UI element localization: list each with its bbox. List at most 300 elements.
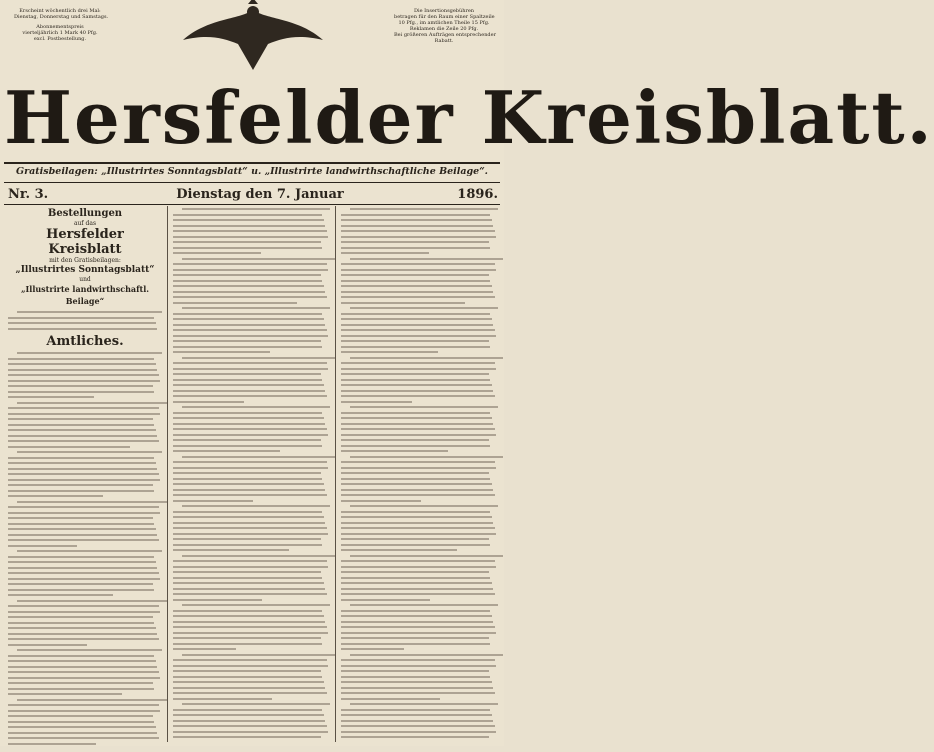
- text-line: [173, 560, 327, 562]
- text-line: [173, 324, 325, 326]
- text-line: [8, 528, 156, 530]
- text-line: [173, 428, 327, 430]
- text-line: [341, 395, 495, 397]
- text-line: [8, 567, 157, 569]
- text-line: [173, 621, 325, 623]
- text-line: [173, 709, 322, 711]
- fee-line: Bei größeren Aufträgen entsprechender: [394, 32, 496, 38]
- text-line: [173, 434, 328, 436]
- text-line: [8, 627, 156, 629]
- text-line: [8, 666, 157, 668]
- text-line: [341, 494, 495, 496]
- text-line: [350, 456, 502, 458]
- text-line: [341, 637, 489, 639]
- text-line: [341, 291, 493, 293]
- text-line: [341, 318, 492, 320]
- text-line: [341, 549, 457, 551]
- text-line: [350, 406, 498, 408]
- text-line: [173, 478, 322, 480]
- text-line: [182, 505, 330, 507]
- issue-number: Nr. 3.: [8, 187, 49, 202]
- info-line: vierteljährlich 1 Mark 40 Pfg.: [22, 30, 98, 36]
- text-line: [8, 512, 160, 514]
- text-line: [8, 715, 153, 717]
- text-line: [173, 571, 321, 573]
- text-line: [173, 483, 324, 485]
- text-line: [173, 489, 325, 491]
- text-line: [341, 698, 440, 700]
- text-line: [173, 643, 322, 645]
- text-line: [341, 692, 495, 694]
- text-line: [173, 401, 244, 403]
- text-line: [341, 324, 493, 326]
- text-line: [8, 479, 160, 481]
- text-line: [341, 346, 490, 348]
- text-line: [173, 423, 325, 425]
- subscription-text: auf das: [73, 220, 97, 227]
- text-line: [341, 445, 490, 447]
- text-line: [8, 704, 159, 706]
- text-line: [173, 302, 297, 304]
- text-line: [8, 523, 154, 525]
- divider: [4, 204, 500, 205]
- text-line: [173, 593, 327, 595]
- text-line: [341, 720, 493, 722]
- text-line: [8, 743, 96, 745]
- text-line: [341, 489, 493, 491]
- text-line: [8, 391, 154, 393]
- text-line: [341, 588, 493, 590]
- text-line: [8, 473, 159, 475]
- text-line: [341, 225, 493, 227]
- text-line: [17, 550, 162, 552]
- text-line: [8, 732, 157, 734]
- text-line: [341, 428, 495, 430]
- text-line: [350, 604, 498, 606]
- text-line: [341, 214, 490, 216]
- text-line: [341, 621, 493, 623]
- newspaper-masthead: Hersfelder Kreisblatt.: [4, 75, 934, 160]
- text-line: [173, 681, 324, 683]
- text-line: [341, 483, 492, 485]
- text-line: [8, 534, 157, 536]
- text-line: [8, 578, 160, 580]
- text-line: [341, 450, 448, 452]
- text-line: [173, 362, 327, 364]
- text-line: [17, 600, 166, 602]
- text-line: [173, 384, 324, 386]
- text-line: [8, 462, 156, 464]
- text-line: [8, 572, 159, 574]
- text-line: [173, 291, 325, 293]
- text-line: [173, 445, 322, 447]
- divider: [4, 162, 500, 164]
- text-line: [341, 269, 496, 271]
- text-line: [8, 622, 154, 624]
- text-line: [8, 468, 157, 470]
- text-line: [173, 390, 325, 392]
- text-line: [341, 412, 490, 414]
- text-line: [17, 699, 166, 701]
- text-line: [17, 649, 162, 651]
- text-line: [173, 687, 325, 689]
- text-line: [173, 280, 322, 282]
- subscription-text: mit den Gratisbeilagen:: [49, 257, 121, 264]
- text-line: [341, 659, 495, 661]
- text-line: [341, 280, 490, 282]
- text-line: [8, 380, 160, 382]
- text-line: [8, 561, 156, 563]
- text-line: [8, 363, 156, 365]
- text-line: [341, 417, 492, 419]
- text-line: [182, 555, 334, 557]
- text-line: [173, 610, 322, 612]
- text-line: [341, 681, 492, 683]
- text-line: [341, 643, 490, 645]
- text-line: [8, 435, 157, 437]
- text-line: [341, 736, 489, 738]
- text-line: [173, 588, 325, 590]
- text-line: [182, 307, 330, 309]
- text-line: [341, 709, 490, 711]
- text-line: [8, 374, 159, 376]
- text-line: [341, 527, 495, 529]
- column-3: [341, 208, 498, 742]
- text-line: [341, 665, 496, 667]
- text-line: [173, 395, 327, 397]
- fee-line: betragen für den Raum einer Spaltzeile: [394, 14, 495, 20]
- text-line: [8, 396, 94, 398]
- text-line: [173, 511, 322, 513]
- text-line: [173, 615, 324, 617]
- text-line: [8, 682, 153, 684]
- text-line: [173, 230, 327, 232]
- text-line: [341, 296, 495, 298]
- text-line: [8, 671, 159, 673]
- text-line: [173, 714, 324, 716]
- column-rule: [335, 206, 336, 742]
- text-line: [341, 516, 492, 518]
- text-line: [341, 648, 404, 650]
- text-line: [341, 478, 490, 480]
- article-body: [8, 352, 162, 752]
- text-line: [8, 490, 154, 492]
- text-line: [173, 731, 328, 733]
- text-line: [173, 692, 327, 694]
- text-line: [173, 236, 328, 238]
- text-line: [173, 274, 321, 276]
- text-line: [341, 626, 495, 628]
- text-line: [182, 357, 334, 359]
- text-line: [173, 214, 322, 216]
- text-line: [8, 413, 160, 415]
- text-line: [8, 677, 160, 679]
- info-line: excl. Postbestellung.: [33, 36, 87, 42]
- text-line: [182, 654, 334, 656]
- text-line: [173, 269, 328, 271]
- text-line: [173, 720, 325, 722]
- text-line: [182, 456, 334, 458]
- text-line: [8, 721, 154, 723]
- text-line: [173, 318, 324, 320]
- text-line: [173, 494, 327, 496]
- fee-line: Reklamen die Zeile 20 Pfg.: [409, 26, 479, 32]
- issue-date: Dienstag den 7. Januar: [176, 187, 344, 202]
- text-line: [8, 369, 157, 371]
- fee-line: Die Insertionsgebühren: [413, 8, 475, 14]
- fee-line: 10 Pfg., im amtlichen Theile 15 Pfg.: [398, 20, 490, 26]
- text-line: [8, 440, 159, 442]
- text-line: [341, 313, 490, 315]
- text-line: [8, 737, 159, 739]
- text-line: [341, 560, 495, 562]
- text-line: [173, 373, 321, 375]
- text-line: [350, 703, 498, 705]
- text-line: [173, 626, 327, 628]
- text-line: [8, 605, 159, 607]
- text-line: [182, 406, 330, 408]
- text-line: [341, 274, 489, 276]
- supplements-line: Gratisbeilagen: „Illustrirtes Sonntagsblatt“ u. „Illustrirte landwirthschaftliche Beilage“.: [16, 166, 488, 177]
- text-line: [173, 241, 321, 243]
- text-line: [173, 296, 327, 298]
- text-line: [341, 725, 495, 727]
- text-line: [8, 726, 156, 728]
- text-line: [341, 379, 490, 381]
- text-line: [173, 522, 325, 524]
- text-line: [173, 659, 327, 661]
- text-line: [173, 335, 328, 337]
- text-line: [341, 500, 421, 502]
- text-line: [341, 566, 496, 568]
- text-line: [8, 446, 130, 448]
- text-line: [173, 252, 261, 254]
- text-line: [341, 219, 492, 221]
- text-line: [8, 517, 153, 519]
- subscription-text: und: [79, 276, 91, 283]
- text-line: [8, 633, 157, 635]
- text-line: [173, 527, 327, 529]
- column-rule: [167, 206, 168, 742]
- text-line: [341, 340, 489, 342]
- text-line: [17, 311, 162, 313]
- text-line: [8, 644, 87, 646]
- text-line: [8, 539, 159, 541]
- text-line: [341, 615, 492, 617]
- section-heading: Amtliches.: [46, 334, 124, 349]
- text-line: [341, 582, 492, 584]
- text-line: [341, 252, 429, 254]
- text-line: [341, 571, 489, 573]
- text-line: [182, 208, 330, 210]
- text-line: [341, 714, 492, 716]
- text-line: [350, 555, 502, 557]
- text-line: [341, 538, 489, 540]
- text-line: [173, 632, 328, 634]
- text-line: [173, 582, 324, 584]
- text-line: [350, 208, 498, 210]
- text-line: [173, 412, 322, 414]
- text-line: [350, 357, 502, 359]
- text-line: [173, 450, 280, 452]
- text-line: [173, 566, 328, 568]
- text-line: [8, 358, 154, 360]
- text-line: [173, 670, 321, 672]
- text-line: [341, 632, 496, 634]
- text-line: [173, 533, 328, 535]
- text-line: [341, 373, 489, 375]
- text-line: [173, 665, 328, 667]
- text-line: [341, 472, 489, 474]
- text-line: [341, 731, 496, 733]
- text-line: [341, 302, 465, 304]
- text-line: [173, 736, 321, 738]
- text-line: [8, 583, 153, 585]
- text-line: [8, 616, 153, 618]
- text-line: [173, 467, 328, 469]
- text-line: [8, 317, 154, 319]
- text-line: [8, 611, 160, 613]
- text-line: [341, 236, 496, 238]
- text-line: [8, 322, 156, 324]
- text-line: [173, 472, 321, 474]
- text-line: [341, 390, 493, 392]
- text-line: [17, 352, 162, 354]
- text-line: [341, 670, 489, 672]
- text-line: [173, 285, 324, 287]
- text-line: [173, 340, 321, 342]
- text-line: [341, 241, 489, 243]
- text-line: [8, 688, 154, 690]
- text-line: [341, 687, 493, 689]
- text-line: [341, 676, 490, 678]
- text-line: [173, 368, 328, 370]
- text-line: [8, 693, 122, 695]
- text-line: [8, 655, 154, 657]
- text-line: [341, 384, 492, 386]
- text-line: [173, 346, 322, 348]
- text-line: [341, 461, 495, 463]
- text-line: [8, 328, 157, 330]
- text-line: [173, 247, 322, 249]
- text-line: [341, 335, 496, 337]
- text-line: [8, 495, 103, 497]
- text-line: [173, 461, 327, 463]
- text-line: [8, 407, 159, 409]
- text-line: [350, 307, 498, 309]
- text-line: [173, 329, 327, 331]
- insertion-fees-box: [394, 8, 494, 66]
- text-line: [341, 423, 493, 425]
- text-line: [182, 258, 334, 260]
- column-2: [173, 208, 330, 742]
- supplement-title: „Illustrirtes Sonntagsblatt“: [15, 265, 155, 275]
- text-line: [341, 439, 489, 441]
- text-line: [173, 439, 321, 441]
- text-line: [173, 263, 327, 265]
- text-line: [341, 577, 490, 579]
- text-line: [341, 368, 496, 370]
- article-body: [341, 208, 498, 742]
- text-line: [341, 434, 496, 436]
- text-line: [17, 501, 166, 503]
- text-line: [173, 313, 322, 315]
- text-line: [182, 703, 330, 705]
- column-1: [8, 208, 162, 742]
- text-line: [8, 506, 159, 508]
- text-line: [350, 258, 502, 260]
- text-line: [341, 247, 490, 249]
- text-line: [17, 451, 162, 453]
- text-line: [341, 511, 490, 513]
- text-line: [17, 402, 166, 404]
- text-line: [8, 424, 154, 426]
- text-line: [8, 418, 153, 420]
- text-line: [8, 429, 156, 431]
- text-line: [173, 516, 324, 518]
- text-line: [173, 219, 324, 221]
- text-line: [8, 589, 154, 591]
- divider: [4, 182, 500, 183]
- text-line: [341, 263, 495, 265]
- text-line: [341, 533, 496, 535]
- text-line: [173, 725, 327, 727]
- text-line: [341, 593, 495, 595]
- text-line: [173, 676, 322, 678]
- text-line: [173, 417, 324, 419]
- fee-line: Rabatt.: [434, 38, 454, 44]
- subscription-paper-title: Hersfelder Kreisblatt: [46, 227, 124, 257]
- text-line: [173, 599, 262, 601]
- text-line: [173, 379, 322, 381]
- text-line: [350, 505, 498, 507]
- info-line: Abonnementspreis: [36, 24, 84, 30]
- info-line: Erscheint wöchentlich drei Mal:: [19, 8, 101, 14]
- text-line: [173, 351, 270, 353]
- issue-year: 1896.: [457, 187, 498, 202]
- text-line: [173, 698, 272, 700]
- text-line: [8, 385, 153, 387]
- article-body: [8, 311, 162, 335]
- text-line: [341, 362, 495, 364]
- text-line: [341, 599, 430, 601]
- text-line: [173, 577, 322, 579]
- text-line: [341, 230, 495, 232]
- article-body: [173, 208, 330, 742]
- text-line: [182, 604, 330, 606]
- text-line: [173, 544, 322, 546]
- text-line: [8, 638, 159, 640]
- text-line: [8, 660, 156, 662]
- text-line: [341, 610, 490, 612]
- text-line: [341, 285, 492, 287]
- text-line: [173, 637, 321, 639]
- text-line: [8, 545, 77, 547]
- text-line: [8, 594, 113, 596]
- subscription-info-box: [14, 8, 109, 60]
- text-line: [173, 549, 289, 551]
- text-line: [173, 500, 253, 502]
- text-line: [8, 710, 160, 712]
- text-line: [8, 457, 154, 459]
- info-line: Dienstag, Donnerstag und Samstags.: [14, 14, 109, 20]
- text-line: [341, 351, 438, 353]
- text-line: [8, 484, 153, 486]
- text-line: [173, 648, 236, 650]
- text-line: [173, 225, 325, 227]
- subscription-heading: Bestellungen: [47, 208, 123, 219]
- text-line: [341, 329, 495, 331]
